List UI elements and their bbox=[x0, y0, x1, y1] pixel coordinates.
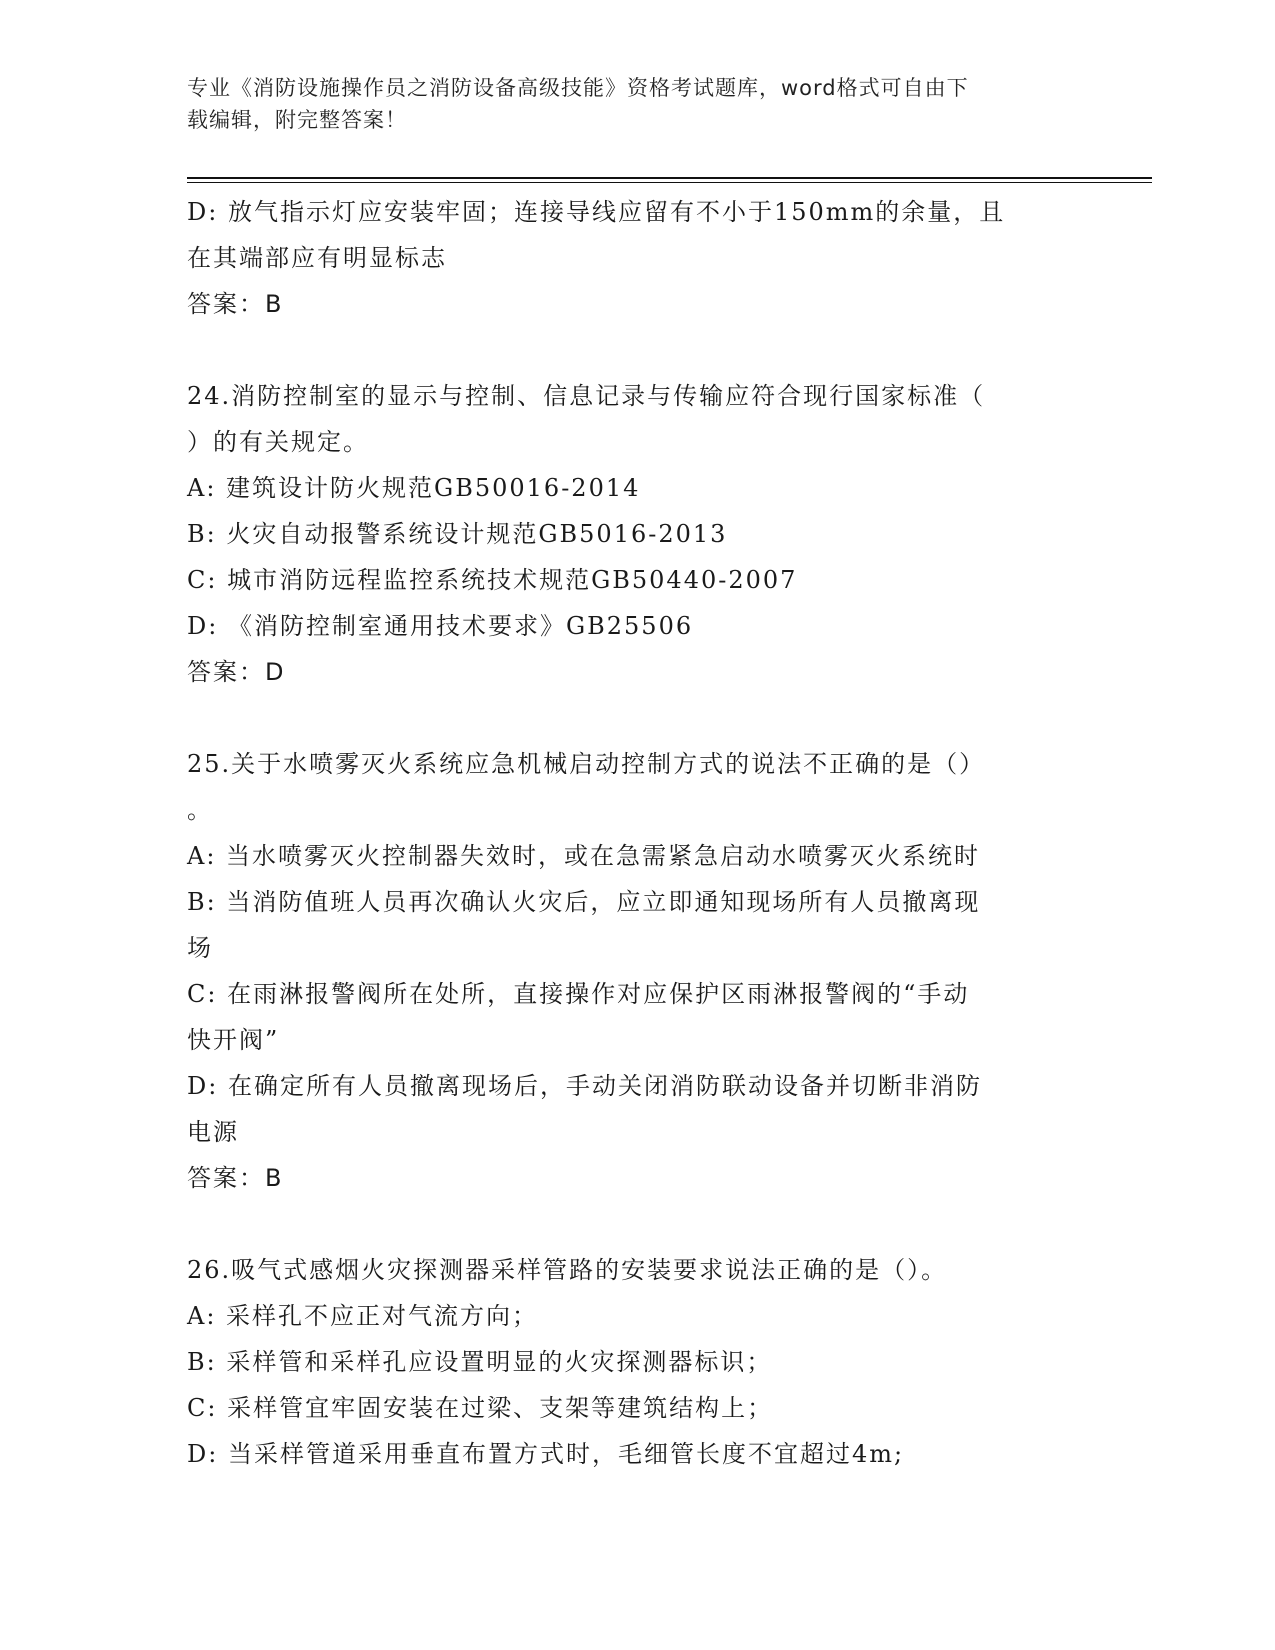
q25-option-d-line-2: 电源 bbox=[187, 1118, 239, 1146]
question-content bbox=[187, 189, 1087, 1477]
question-26 bbox=[187, 1247, 1087, 1477]
spacer bbox=[187, 695, 1087, 741]
q25-option-b-line-1: B: 当消防值班人员再次确认火灾后，应立即通知现场所有人员撤离现 bbox=[187, 888, 981, 916]
q26-stem: 26.吸气式感烟火灾探测器采样管路的安装要求说法正确的是（）。 bbox=[187, 1256, 948, 1284]
page-header bbox=[187, 72, 1087, 136]
spacer bbox=[187, 327, 1087, 373]
q26-option-b: B: 采样管和采样孔应设置明显的火灾探测器标识； bbox=[187, 1348, 773, 1376]
question-25 bbox=[187, 741, 1087, 1201]
spacer bbox=[187, 1201, 1087, 1247]
q26-option-c: C: 采样管宜牢固安装在过梁、支架等建筑结构上； bbox=[187, 1394, 774, 1422]
question-23-tail bbox=[187, 189, 1087, 327]
header-line-2: 载编辑，附完整答案！ bbox=[187, 108, 407, 132]
question-24 bbox=[187, 373, 1087, 695]
q25-answer: 答案：B bbox=[187, 1164, 284, 1192]
q26-option-a: A: 采样孔不应正对气流方向； bbox=[187, 1302, 539, 1330]
q23-option-d-line-1: D: 放气指示灯应安装牢固；连接导线应留有不小于150mm的余量，且 bbox=[187, 198, 1006, 226]
q25-stem-line-2: 。 bbox=[187, 796, 213, 824]
header-divider-thick bbox=[187, 177, 1152, 179]
q23-option-d-line-2: 在其端部应有明显标志 bbox=[187, 244, 447, 272]
q24-option-a: A: 建筑设计防火规范GB50016-2014 bbox=[187, 474, 641, 502]
q25-option-c-line-1: C: 在雨淋报警阀所在处所，直接操作对应保护区雨淋报警阀的“手动 bbox=[187, 980, 970, 1008]
q25-option-c-line-2: 快开阀” bbox=[187, 1026, 280, 1054]
q24-option-b: B: 火灾自动报警系统设计规范GB5016-2013 bbox=[187, 520, 728, 548]
q24-answer: 答案：D bbox=[187, 658, 286, 686]
q24-stem-line-1: 24.消防控制室的显示与控制、信息记录与传输应符合现行国家标准（ bbox=[187, 382, 986, 410]
q26-option-d: D: 当采样管道采用垂直布置方式时，毛细管长度不宜超过4m; bbox=[187, 1440, 905, 1468]
header-line-1: 专业《消防设施操作员之消防设备高级技能》资格考试题库，word格式可自由下 bbox=[187, 76, 969, 100]
header-divider-thin bbox=[187, 182, 1152, 183]
q24-option-d: D: 《消防控制室通用技术要求》GB25506 bbox=[187, 612, 694, 640]
q25-option-d-line-1: D: 在确定所有人员撤离现场后，手动关闭消防联动设备并切断非消防 bbox=[187, 1072, 982, 1100]
q25-stem-line-1: 25.关于水喷雾灭火系统应急机械启动控制方式的说法不正确的是（） bbox=[187, 750, 986, 778]
q24-option-c: C: 城市消防远程监控系统技术规范GB50440-2007 bbox=[187, 566, 798, 594]
q25-option-a: A: 当水喷雾灭火控制器失效时，或在急需紧急启动水喷雾灭火系统时 bbox=[187, 842, 981, 870]
q23-answer: 答案：B bbox=[187, 290, 284, 318]
q24-stem-line-2: ）的有关规定。 bbox=[187, 428, 369, 456]
q25-option-b-line-2: 场 bbox=[187, 934, 213, 962]
